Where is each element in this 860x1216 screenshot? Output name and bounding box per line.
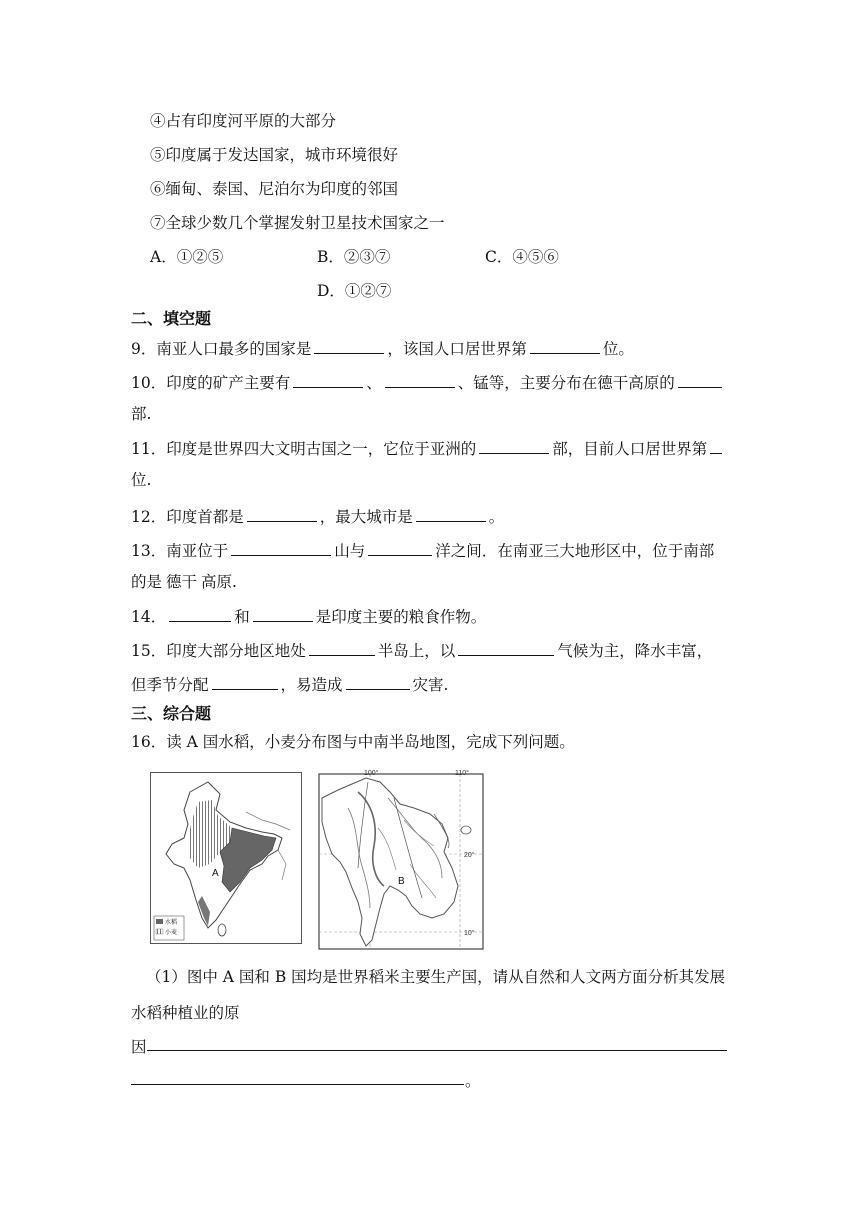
hainan-island xyxy=(461,826,471,834)
question-10: 10．印度的矿产主要有 、 、锰等，主要分布在德干高原的 xyxy=(131,371,725,394)
sub-question-1-line3: 因 xyxy=(131,1038,147,1056)
label-b: B xyxy=(398,876,405,887)
choice-d: D．①②⑦ xyxy=(317,282,392,300)
option-4: ④占有印度河平原的大部分 xyxy=(150,112,337,130)
question-15: 15．印度大部分地区地处 半岛上，以 气候为主，降水丰富， xyxy=(131,639,712,662)
indochina-map xyxy=(318,768,484,954)
legend-wheat-swatch xyxy=(156,929,163,934)
answer-blank[interactable] xyxy=(309,639,375,656)
question-16: 16．读 A 国水稻，小麦分布图与中南半岛地图，完成下列问题。 xyxy=(131,733,575,751)
choice-b: B．②③⑦ xyxy=(317,248,391,266)
question-11-cont: 位. xyxy=(131,471,152,489)
question-9: 9．南亚人口最多的国家是 ，该国人口居世界第 位。 xyxy=(131,337,634,360)
choice-c: C．④⑤⑥ xyxy=(485,248,559,266)
question-11: 11．印度是世界四大文明古国之一，它位于亚洲的 部，目前人口居世界第 xyxy=(131,437,725,460)
question-14: 14． 和 是印度主要的粮食作物。 xyxy=(131,605,486,628)
answer-blank[interactable] xyxy=(212,673,278,690)
option-6: ⑥缅甸、泰国、尼泊尔为印度的邻国 xyxy=(150,180,399,198)
legend-wheat: 小麦 xyxy=(165,930,178,936)
lon-100: 100° xyxy=(364,770,379,777)
section-heading-comprehensive: 三、综合题 xyxy=(131,704,212,723)
legend-rice: 水稻 xyxy=(165,920,178,926)
sub-question-1-line2: 水稻种植业的原 xyxy=(131,1004,240,1022)
answer-blank[interactable] xyxy=(314,337,384,354)
lon-110: 110° xyxy=(455,770,469,777)
answer-blank[interactable] xyxy=(530,337,600,354)
answer-blank[interactable] xyxy=(479,437,549,454)
question-12: 12．印度首都是 ，最大城市是 。 xyxy=(131,505,504,528)
answer-line-2[interactable] xyxy=(131,1084,464,1085)
option-5: ⑤印度属于发达国家，城市环境很好 xyxy=(150,146,399,164)
option-7: ⑦全球少数几个掌握发射卫星技术国家之一 xyxy=(150,214,445,232)
answer-blank[interactable] xyxy=(458,639,554,656)
sub-question-1-line1: （1）图中 A 国和 B 国均是世界稻米主要生产国，请从自然和人文两方面分析其发展 xyxy=(146,968,726,986)
lat-20: 20° xyxy=(464,852,475,859)
answer-blank[interactable] xyxy=(710,437,722,454)
answer-blank[interactable] xyxy=(231,539,331,556)
answer-blank[interactable] xyxy=(169,605,231,622)
sri-lanka xyxy=(218,924,226,936)
answer-blank[interactable] xyxy=(346,673,410,690)
section-heading-fill-blank: 二、填空题 xyxy=(131,309,212,328)
question-13-cont: 的是 德干 高原. xyxy=(131,573,237,591)
end-mark: 。 xyxy=(465,1072,481,1090)
answer-blank[interactable] xyxy=(293,371,363,388)
question-10-cont: 部. xyxy=(131,405,152,423)
question-15-cont: 但季节分配 ，易造成 灾害. xyxy=(131,673,448,696)
answer-blank[interactable] xyxy=(253,605,313,622)
answer-blank[interactable] xyxy=(368,539,432,556)
answer-line-1[interactable] xyxy=(147,1050,727,1051)
answer-blank[interactable] xyxy=(678,371,722,388)
choice-a: A．①②⑤ xyxy=(150,248,224,266)
legend-rice-swatch xyxy=(156,919,163,924)
answer-blank[interactable] xyxy=(385,371,455,388)
label-a: A xyxy=(212,868,219,879)
question-13: 13．南亚位于 山与 洋之间．在南亚三大地形区中，位于南部 xyxy=(131,539,714,562)
lat-10: 10° xyxy=(464,930,475,937)
answer-blank[interactable] xyxy=(416,505,486,522)
answer-blank[interactable] xyxy=(247,505,317,522)
india-crop-map xyxy=(150,772,302,948)
